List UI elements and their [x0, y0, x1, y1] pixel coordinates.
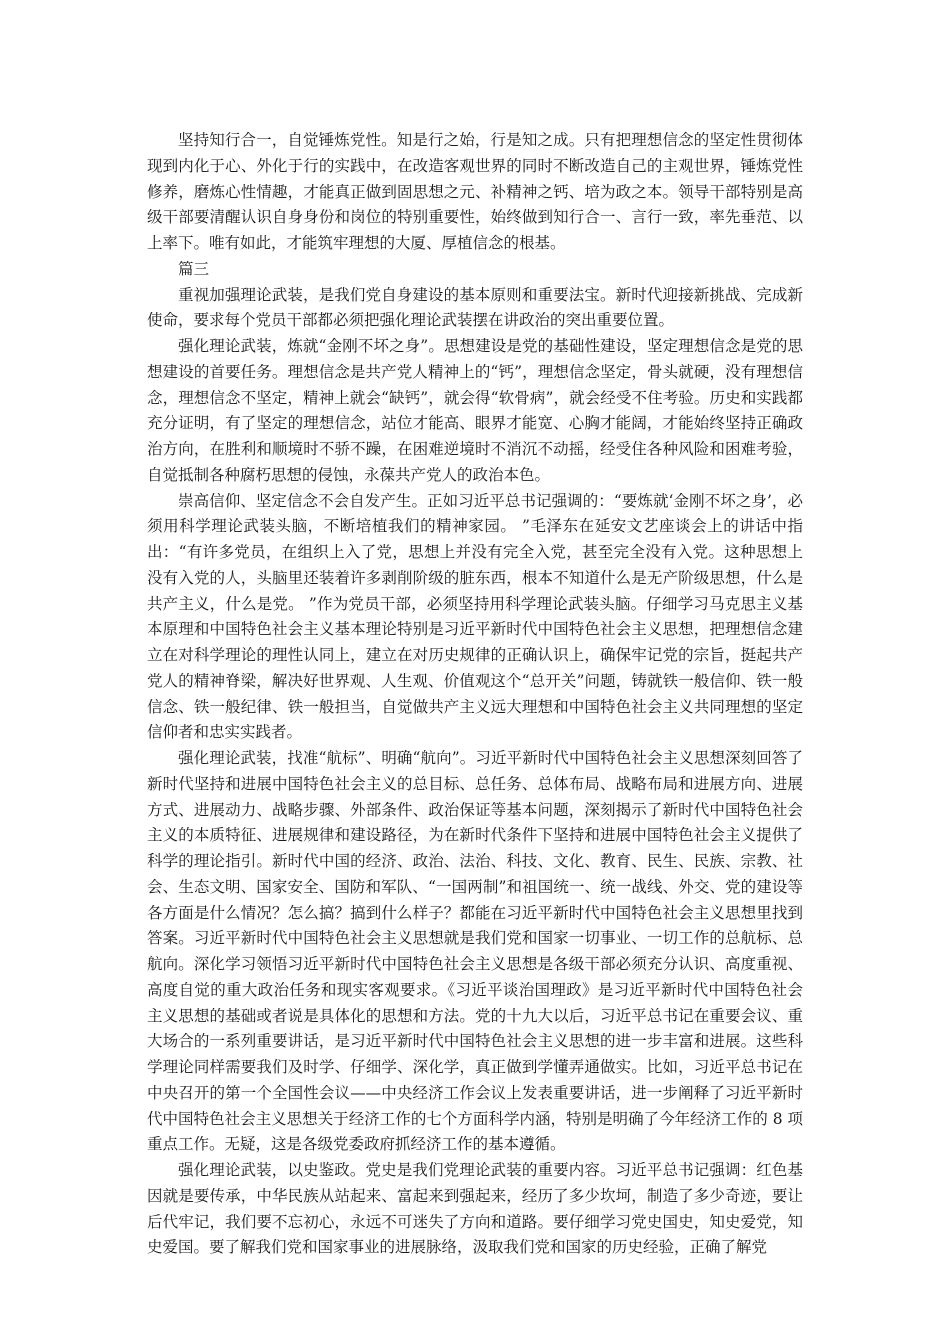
paragraph-diamond-body: 强化理论武装，炼就“金刚不坏之身”。思想建设是党的基础性建设，坚定理想信念是党的思想建设的首要任务。理想信念是共产党人精神上的“钙”，理想信念坚定，骨头就硬，没有理想信念，理想信念不坚定，精神上就会“缺钙”，就会得“软骨病”，就会经受不住考验。历史和实践都充分证明，有了坚定的理想信念，站位才能高、眼界才能宽、心胸才能阔，才能始终坚持正确政治方向，在胜利和顺境时不骄不躁，在困难逆境时不消沉不动摇，经受住各种风险和困难考验，自觉抵制各种腐朽思想的侵蚀，永葆共产党人的政治本色。 [147, 337, 803, 484]
paragraph-history-lesson: 强化理论武装，以史鉴政。党史是我们党理论武装的重要内容。习近平总书记强调：红色基因就是要传承，中华民族从站起来、富起来到强起来，经历了多少坎坷，制造了多少奇迹，要让后代牢记，我们要不忘初心，永远不可迷失了方向和道路。要仔细学习党史国史，知史爱党，知史爱国。要了解我们党和国家事业的进展脉络，汲取我们党和国家的历史经验，正确了解党 [147, 1161, 803, 1257]
paragraph-theory-intro: 重视加强理论武装，是我们党自身建设的基本原则和重要法宝。新时代迎接新挑战、完成新使命，要求每个党员干部都必须把强化理论武装摆在讲政治的突出重要位置。 [147, 285, 803, 330]
paragraph-faith-belief: 崇高信仰、坚定信念不会自发产生。正如习近平总书记强调的：“要炼就‘金刚不坏之身’，必须用科学理论武装头脑，不断培植我们的精神家园。 ”毛泽东在延安文艺座谈会上的讲话中指出：“有许多党员，在组织上入了党，思想上并没有完全入党，甚至完全没有入党。这种思想上没有入党的人，头脑里还装着许多剥削阶级的脏东西，根本不知道什么是无产阶级思想，什么是共产主义，什么是党。 ”作为党员干部，必须坚持用科学理论武装头脑。仔细学习马克思主义基本原理和中国特色社会主义基本理论特别是习近平新时代中国特色社会主义思想，把理想信念建立在对科学理论的理性认同上，建立在对历史规律的正确认识上，确保牢记党的宗旨，挺起共产党人的精神脊梁，解决好世界观、人生观、价值观这个“总开关”问题，铸就铁一般信仰、铁一般信念、铁一般纪律、铁一般担当，自觉做共产主义远大理想和中国特色社会主义共同理想的坚定信仰者和忠实实践者。 [147, 491, 803, 742]
paragraph-knowledge-action: 坚持知行合一，自觉锤炼党性。知是行之始，行是知之成。只有把理想信念的坚定性贯彻体现到内化于心、外化于行的实践中，在改造客观世界的同时不断改造自己的主观世界，锤炼党性修养，磨炼心性情趣，才能真正做到固思想之元、补精神之钙、培为政之本。领导干部特别是高级干部要清醒认识自身身份和岗位的特别重要性，始终做到知行合一、言行一致，率先垂范、以上率下。唯有如此，才能筑牢理想的大厦、厚植信念的根基。 [147, 131, 803, 252]
section-heading-part-three: 篇三 [178, 259, 210, 278]
paragraph-beacon-direction: 强化理论武装，找准“航标”、明确“航向”。习近平新时代中国特色社会主义思想深刻回答了新时代坚持和进展中国特色社会主义的总目标、总任务、总体布局、战略布局和进展方向、进展方式、进展动力、战略步骤、外部条件、政治保证等基本问题，深刻揭示了新时代中国特色社会主义的本质特征、进展规律和建设路径，为在新时代条件下坚持和进展中国特色社会主义提供了科学的理论指引。新时代中国的经济、政治、法治、科技、文化、教育、民生、民族、宗教、社会、生态文明、国家安全、国防和军队、“一国两制”和祖国统一、统一战线、外交、党的建设等各方面是什么情况？怎么搞？搞到什么样子？都能在习近平新时代中国特色社会主义思想里找到答案。习近平新时代中国特色社会主义思想就是我们党和国家一切事业、一切工作的总航标、总航向。深化学习领悟习近平新时代中国特色社会主义思想是各级干部必须充分认识、高度重视、高度自觉的重大政治任务和现实客观要求。《习近平谈治国理政》是习近平新时代中国特色社会主义思想的基础或者说是具体化的思想和方法。党的十九大以后，习近平总书记在重要会议、重大场合的一系列重要讲话，是习近平新时代中国特色社会主义思想的进一步丰富和进展。这些科学理论同样需要我们及时学、仔细学、深化学，真正做到学懂弄通做实。比如，习近平总书记在中央召开的第一个全国性会议——中央经济工作会议上发表重要讲话，进一步阐释了习近平新时代中国特色社会主义思想关于经济工作的七个方面科学内涵，特别是明确了今年经济工作的 8 项重点工作。无疑，这是各级党委政府抓经济工作的基本遵循。 [147, 749, 803, 1154]
document-page [147, 128, 803, 1261]
